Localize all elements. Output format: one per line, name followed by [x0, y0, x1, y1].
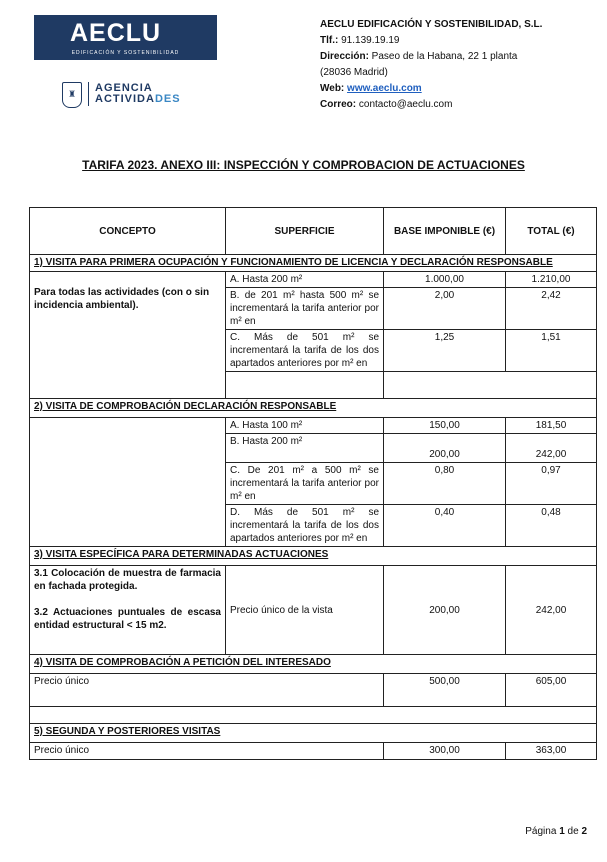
s1-spacer	[226, 372, 384, 399]
agency-line1: AGENCIA	[95, 82, 153, 94]
s1-total-c: 1,51	[506, 330, 597, 372]
s3-base: 200,00	[384, 566, 506, 655]
s5-total: 363,00	[506, 743, 597, 760]
company-email: Correo: contacto@aeclu.com	[320, 99, 453, 110]
table-row	[30, 418, 597, 434]
s1-total-b: 2,42	[506, 288, 597, 330]
section-2-concept	[30, 418, 226, 547]
s5-concept: Precio único	[30, 743, 384, 760]
tariff-table	[29, 207, 597, 760]
s2-sup-d: D. Más de 501 m² se incrementará la tarifa de los dos apartados anteriores por m² en	[226, 505, 384, 547]
header-total: TOTAL (€)	[506, 208, 597, 255]
s1-base-c: 1,25	[384, 330, 506, 372]
madrid-crest-icon: ♜	[62, 82, 82, 108]
web-link[interactable]: www.aeclu.com	[347, 83, 422, 94]
s2-sup-a: A. Hasta 100 m²	[226, 418, 384, 434]
section-4-row	[30, 655, 597, 674]
header-concepto: CONCEPTO	[30, 208, 226, 255]
aeclu-logo	[34, 15, 217, 60]
header-base: BASE IMPONIBLE (€)	[384, 208, 506, 255]
header-superficie: SUPERFICIE	[226, 208, 384, 255]
section-3-title: 3) VISITA ESPECÍFICA PARA DETERMINADAS ACTUACIONES	[30, 547, 597, 566]
company-web: Web: www.aeclu.com	[320, 83, 422, 94]
page-number: Página 1 de 2	[525, 826, 587, 837]
s2-base-d: 0,40	[384, 505, 506, 547]
table-header-row	[30, 208, 597, 255]
company-address-city: (28036 Madrid)	[320, 67, 388, 78]
table-row-spacer	[30, 707, 597, 724]
s1-total-a: 1.210,00	[506, 272, 597, 288]
s4-concept: Precio único	[30, 674, 384, 707]
table-row	[30, 743, 597, 760]
s3-total: 242,00	[506, 566, 597, 655]
company-info	[320, 17, 570, 113]
section-3-row	[30, 547, 597, 566]
s1-base-a: 1.000,00	[384, 272, 506, 288]
section-5-row	[30, 724, 597, 743]
s2-total-a: 181,50	[506, 418, 597, 434]
document-title: TARIFA 2023. ANEXO III: INSPECCIÓN Y COMPROBACION DE ACTUACIONES	[82, 158, 525, 172]
company-phone: Tlf.: 91.139.19.19	[320, 35, 400, 46]
section-1-title: 1) VISITA PARA PRIMERA OCUPACIÓN Y FUNCIONAMIENTO DE LICENCIA Y DECLARACIÓN RESPONSABLE	[30, 255, 597, 272]
s1-spacer	[506, 372, 597, 399]
s1-sup-c: C. Más de 501 m² se incrementará la tarifa de los dos apartados anteriores por m² en	[226, 330, 384, 372]
s4-base: 500,00	[384, 674, 506, 707]
section-1-concept: Para todas las actividades (con o sin incidencia ambiental).	[30, 272, 226, 399]
company-address: Dirección: Paseo de la Habana, 22 1 planta	[320, 51, 518, 62]
agency-line2: ACTIVIDADES	[95, 93, 181, 105]
table-row	[30, 674, 597, 707]
table-row	[30, 566, 597, 655]
s2-sup-b: B. Hasta 200 m²	[226, 434, 384, 463]
logo-word: AECLU	[70, 19, 162, 47]
s1-sup-b: B. de 201 m² hasta 500 m² se incrementará la tarifa anterior por m² en	[226, 288, 384, 330]
s2-sup-c: C. De 201 m² a 500 m² se incrementará la tarifa anterior por m² en	[226, 463, 384, 505]
s1-base-b: 2,00	[384, 288, 506, 330]
s3-concept-1: 3.1 Colocación de muestra de farmacia en fachada protegida.	[34, 568, 221, 592]
section-2-row	[30, 399, 597, 418]
section-2-title: 2) VISITA DE COMPROBACIÓN DECLARACIÓN RESPONSABLE	[30, 399, 597, 418]
company-name: AECLU EDIFICACIÓN Y SOSTENIBILIDAD, S.L.	[320, 19, 543, 30]
section-1-row	[30, 255, 597, 272]
s2-base-a: 150,00	[384, 418, 506, 434]
s3-concept-2: 3.2 Actuaciones puntuales de escasa entidad estructural < 15 m2.	[34, 607, 221, 631]
logo-divider	[88, 82, 89, 106]
s2-total-d: 0,48	[506, 505, 597, 547]
logo-tagline: EDIFICACIÓN Y SOSTENIBILIDAD	[71, 50, 180, 56]
section-4-title: 4) VISITA DE COMPROBACIÓN A PETICIÓN DEL INTERESADO	[30, 655, 597, 674]
s4-spacer	[30, 707, 597, 724]
agencia-actividades-logo	[62, 82, 212, 114]
s2-base-b: 200,00	[384, 434, 506, 463]
s2-base-c: 0,80	[384, 463, 506, 505]
s5-base: 300,00	[384, 743, 506, 760]
s2-total-c: 0,97	[506, 463, 597, 505]
s1-sup-a: A. Hasta 200 m²	[226, 272, 384, 288]
section-5-title: 5) SEGUNDA Y POSTERIORES VISITAS	[30, 724, 597, 743]
s1-spacer	[384, 372, 506, 399]
section-3-concepts	[30, 566, 226, 655]
s4-total: 605,00	[506, 674, 597, 707]
s2-total-b: 242,00	[506, 434, 597, 463]
table-row	[30, 272, 597, 288]
s3-sup: Precio único de la vista	[226, 566, 384, 655]
